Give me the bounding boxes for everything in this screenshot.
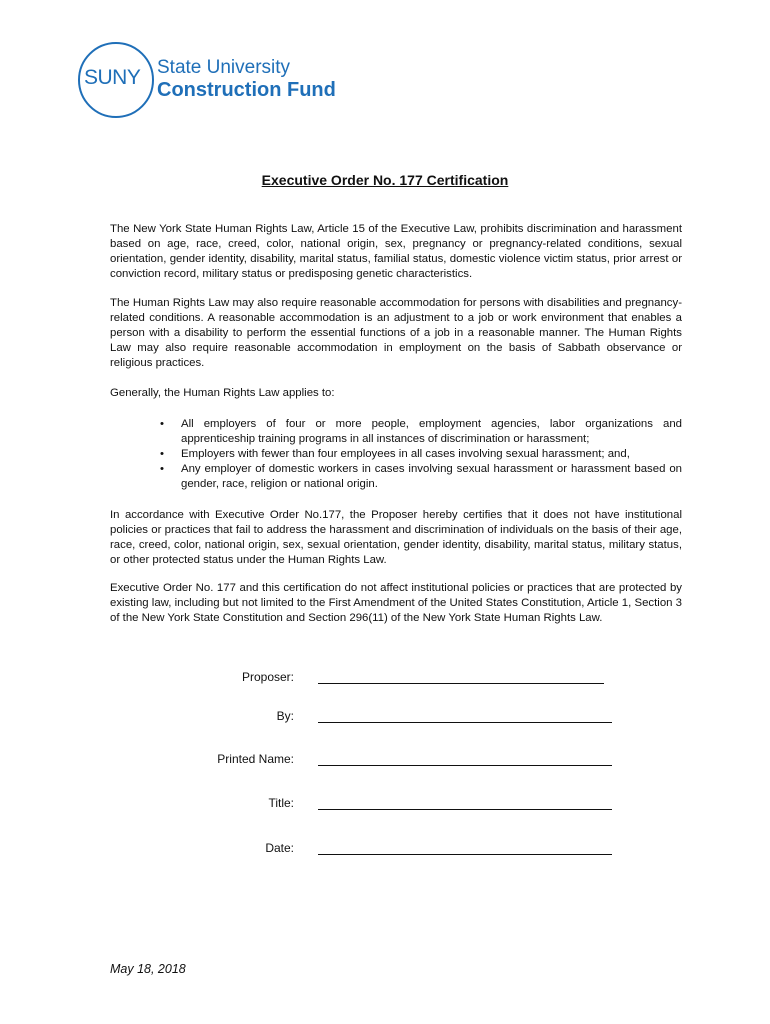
signature-label: Title:	[268, 796, 294, 810]
title-line[interactable]	[318, 809, 612, 810]
applicability-list	[110, 417, 682, 492]
paragraph-certification: In accordance with Executive Order No.177, the Proposer hereby certifies that it does not have institutional policies or practices that fail to address the harassment and discrimination of individuals on the basis of their age, race, creed, color, national origin, sex, sexual orientation, gender identity, disability, marital status, military status, or other protected status under the Human Rights Law.	[110, 509, 682, 566]
document-title: Executive Order No. 177 Certification	[261, 172, 509, 188]
signature-row-proposer	[0, 670, 770, 688]
signature-row-title	[0, 796, 770, 814]
list-item-text: All employers of four or more people, employment agencies, labor organizations and apprenticeship training programs in all instances of discrimination or harassment;	[181, 418, 682, 445]
signature-label: Printed Name:	[217, 752, 294, 766]
bullet-icon: •	[160, 463, 164, 475]
paragraph-reasonable-accommodation: The Human Rights Law may also require reasonable accommodation for persons with disabilities and pregnancy-related conditions. A reasonable accommodation is an adjustment to a job or work environment that enables a person with a disability to perform the essential functions of a job in a reasonable manner. The Human Rights Law may also require reasonable accommodation in employment on the basis of Sabbath observance or religious practices.	[110, 297, 682, 369]
list-item	[110, 462, 682, 492]
date-line[interactable]	[318, 854, 612, 855]
signature-row-date	[0, 841, 770, 859]
footer-date: May 18, 2018	[110, 962, 186, 976]
logo-line-construction-fund: Construction Fund	[157, 79, 336, 101]
printed-name-line[interactable]	[318, 765, 612, 766]
signature-row-by	[0, 709, 770, 727]
logo-line-state-university: State University	[157, 57, 291, 78]
signature-label: Proposer:	[241, 670, 294, 684]
signature-label: Date:	[265, 841, 294, 855]
list-item	[110, 447, 682, 462]
paragraph-human-rights-law: The New York State Human Rights Law, Article 15 of the Executive Law, prohibits discrimination and harassment based on age, race, creed, color, national origin, sex, pregnancy or pregnancy-related conditions, sexual orientation, gender identity, disability, marital status, familial status, domestic violence victim status, prior arrest or conviction record, military status or predisposing genetic characteristics.	[110, 223, 682, 280]
bullet-icon: •	[160, 418, 164, 430]
suny-construction-fund-logo	[78, 42, 338, 120]
list-item-text: Employers with fewer than four employees in all cases involving sexual harassment; and,	[181, 448, 630, 460]
signature-row-printed-name	[0, 752, 770, 770]
bullet-icon: •	[160, 448, 164, 460]
by-signature-line[interactable]	[318, 722, 612, 723]
proposer-signature-line[interactable]	[318, 683, 604, 684]
paragraph-applies-to: Generally, the Human Rights Law applies to:	[110, 387, 335, 399]
signature-label: By:	[276, 709, 294, 723]
list-item	[110, 417, 682, 447]
logo-suny-text: SUNY	[84, 66, 141, 89]
list-item-text: Any employer of domestic workers in cases involving sexual harassment or harassment based on gender, race, religion or national origin.	[181, 463, 682, 490]
paragraph-exemptions: Executive Order No. 177 and this certification do not affect institutional policies or practices that are protected by existing law, including but not limited to the First Amendment of the United States Constitution, Article 1, Section 3 of the New York State Constitution and Section 296(11) of the New York State Human Rights Law.	[110, 582, 682, 624]
